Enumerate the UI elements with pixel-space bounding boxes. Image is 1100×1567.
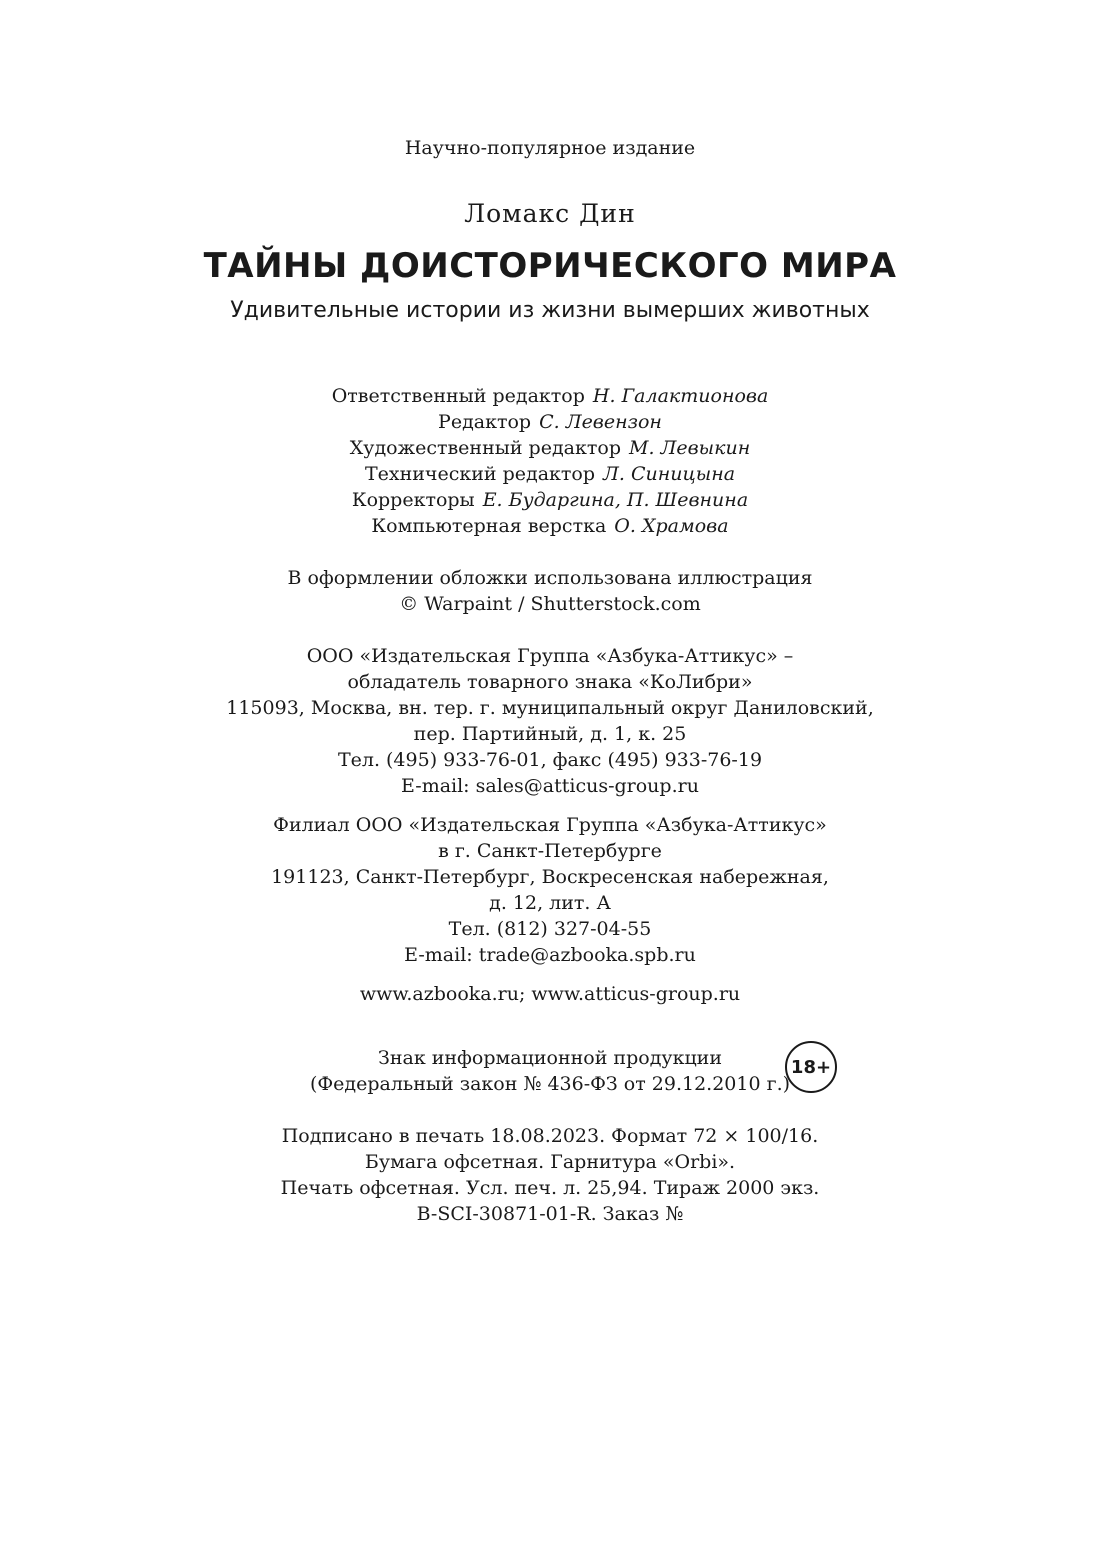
branch-line: в г. Санкт-Петербурге [438, 840, 662, 862]
cover-note-line: В оформлении обложки использована иллюстрация [287, 567, 813, 589]
credit-role: Ответственный редактор [331, 385, 585, 407]
branch-email: E-mail: trade@azbooka.spb.ru [404, 944, 696, 966]
credit-role: Компьютерная верстка [371, 515, 607, 537]
book-subtitle: Удивительные истории из жизни вымерших животных [230, 298, 870, 323]
credit-line [0, 462, 1100, 486]
book-title: ТАЙНЫ ДОИСТОРИЧЕСКОГО МИРА [203, 246, 897, 286]
credit-role: Художественный редактор [349, 437, 621, 459]
print-info-line: Подписано в печать 18.08.2023. Формат 72 × 100/16. [281, 1125, 819, 1147]
publisher-line: ООО «Издательская Группа «Азбука-Аттикус» – [306, 645, 794, 667]
branch-address: д. 12, лит. А [489, 892, 611, 914]
credit-line [0, 384, 1100, 408]
print-info-line: Печать офсетная. Усл. печ. л. 25,94. Тираж 2000 экз. [280, 1177, 820, 1199]
websites: www.azbooka.ru; www.atticus-group.ru [359, 983, 741, 1005]
branch-line: Филиал ООО «Издательская Группа «Азбука-Аттикус» [273, 814, 827, 836]
credit-role: Корректоры [351, 489, 475, 511]
credit-role: Технический редактор [364, 463, 596, 485]
credit-person: Л. Синицына [603, 463, 736, 485]
print-info-line: Бумага офсетная. Гарнитура «Orbi». [364, 1151, 736, 1173]
publisher-address: пер. Партийный, д. 1, к. 25 [413, 723, 687, 745]
branch-address: 191123, Санкт-Петербург, Воскресенская набережная, [271, 866, 829, 888]
print-info-line: B-SCI-30871-01-R. Заказ № [416, 1203, 684, 1225]
info-sign-line: (Федеральный закон № 436-ФЗ от 29.12.2010 г.) [309, 1073, 791, 1095]
credit-line [0, 488, 1100, 512]
credit-person: Е. Бударгина, П. Шевнина [482, 489, 749, 511]
publisher-phone: Тел. (495) 933-76-01, факс (495) 933-76-19 [337, 749, 763, 771]
edition-type: Научно-популярное издание [404, 137, 696, 159]
credit-role: Редактор [438, 411, 532, 433]
credit-line [0, 514, 1100, 538]
branch-phone: Тел. (812) 327-04-55 [448, 918, 652, 940]
publisher-email: E-mail: sales@atticus-group.ru [401, 775, 699, 797]
credit-person: О. Храмова [614, 515, 729, 537]
author-name: Ломакс Дин [464, 199, 636, 228]
credit-line [0, 436, 1100, 460]
publisher-address: 115093, Москва, вн. тер. г. муниципальный округ Даниловский, [226, 697, 874, 719]
credit-person: М. Левыкин [628, 437, 751, 459]
credit-person: С. Левензон [539, 411, 662, 433]
cover-note-line: © Warpaint / Shutterstock.com [399, 593, 701, 615]
publisher-line: обладатель товарного знака «КоЛибри» [347, 671, 753, 693]
age-rating-badge: 18+ [785, 1041, 837, 1093]
credit-line [0, 410, 1100, 434]
info-sign-line: Знак информационной продукции [377, 1047, 722, 1069]
credit-person: Н. Галактионова [592, 385, 769, 407]
